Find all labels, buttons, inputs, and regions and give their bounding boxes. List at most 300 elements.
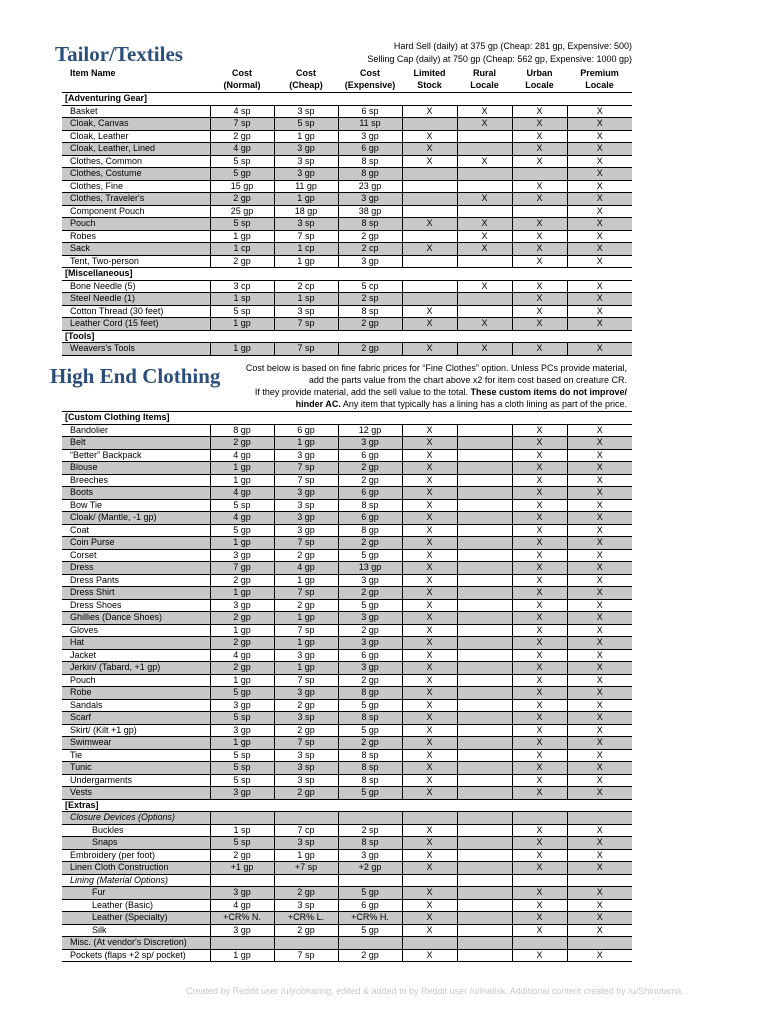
value-cell: 1 gp	[210, 343, 274, 356]
value-cell: 1 gp	[274, 130, 338, 143]
item-name-cell: Coin Purse	[62, 537, 210, 550]
value-cell	[457, 749, 512, 762]
section-spacer-cell	[274, 799, 338, 812]
value-cell	[457, 787, 512, 800]
value-cell: X	[402, 437, 457, 450]
section-spacer-cell	[567, 268, 632, 281]
value-cell: 2 gp	[210, 255, 274, 268]
section-spacer-cell	[402, 93, 457, 106]
value-cell: 3 gp	[274, 143, 338, 156]
item-name-cell: Dress Shirt	[62, 587, 210, 600]
table-row	[62, 612, 632, 625]
value-cell	[457, 449, 512, 462]
value-cell: X	[402, 499, 457, 512]
value-cell: X	[457, 193, 512, 206]
value-cell: 3 gp	[338, 612, 402, 625]
value-cell: X	[512, 824, 567, 837]
value-cell: X	[402, 574, 457, 587]
value-cell: 1 sp	[210, 824, 274, 837]
value-cell: 5 sp	[210, 155, 274, 168]
value-cell	[457, 662, 512, 675]
value-cell: 6 gp	[338, 487, 402, 500]
value-cell: X	[457, 155, 512, 168]
value-cell: 7 sp	[274, 318, 338, 331]
item-name-cell: Scarf	[62, 712, 210, 725]
value-cell	[457, 912, 512, 925]
value-cell	[457, 612, 512, 625]
value-cell: 3 sp	[274, 499, 338, 512]
value-cell: 25 gp	[210, 205, 274, 218]
credits-footer: Created by Reddit user /u/jrobharing, edited & added to by Reddit user /u/Inalisk. Additional content created by /u/Shinotama.	[186, 986, 684, 996]
value-cell	[457, 499, 512, 512]
value-cell: X	[567, 537, 632, 550]
section-spacer-cell	[512, 412, 567, 425]
section-spacer-cell	[402, 412, 457, 425]
value-cell: X	[512, 180, 567, 193]
table-row	[62, 343, 632, 356]
item-name-cell: Dress Shoes	[62, 599, 210, 612]
value-cell: 2 cp	[338, 243, 402, 256]
value-cell: X	[567, 849, 632, 862]
value-cell: 1 sp	[210, 293, 274, 306]
col-limited-sub: Stock	[417, 80, 442, 90]
section-spacer-cell	[567, 412, 632, 425]
col-urban: Urban	[526, 68, 553, 78]
value-cell: 5 sp	[210, 305, 274, 318]
value-cell	[402, 230, 457, 243]
value-cell: X	[512, 499, 567, 512]
value-cell: 3 gp	[338, 193, 402, 206]
item-name-cell: Clothes, Common	[62, 155, 210, 168]
value-cell: X	[402, 155, 457, 168]
value-cell: 3 gp	[274, 449, 338, 462]
value-cell: 7 sp	[274, 949, 338, 962]
value-cell: 5 sp	[210, 837, 274, 850]
section-spacer-cell	[457, 330, 512, 343]
item-name-cell: Clothes, Traveler's	[62, 193, 210, 206]
item-name-cell: Leather (Basic)	[62, 899, 210, 912]
value-cell: 3 gp	[274, 649, 338, 662]
col-urban-sub: Locale	[525, 80, 554, 90]
item-name-cell: Undergarments	[62, 774, 210, 787]
value-cell: 4 gp	[210, 143, 274, 156]
value-cell: 1 gp	[274, 193, 338, 206]
value-cell: 2 gp	[338, 737, 402, 750]
value-cell: 6 gp	[338, 649, 402, 662]
item-name-cell: Basket	[62, 105, 210, 118]
value-cell: 3 gp	[274, 524, 338, 537]
value-cell	[457, 305, 512, 318]
value-cell: X	[457, 218, 512, 231]
value-cell: 2 gp	[274, 887, 338, 900]
value-cell: X	[402, 243, 457, 256]
value-cell: X	[402, 787, 457, 800]
value-cell	[274, 812, 338, 825]
tailor-title: Tailor/Textiles	[55, 42, 183, 66]
value-cell: 7 sp	[274, 462, 338, 475]
value-cell: X	[402, 424, 457, 437]
value-cell: X	[512, 574, 567, 587]
value-cell: 4 gp	[210, 487, 274, 500]
value-cell: X	[402, 218, 457, 231]
value-cell: X	[567, 662, 632, 675]
value-cell: X	[402, 737, 457, 750]
col-cost-normal: Cost	[232, 68, 252, 78]
item-name-cell: Dress	[62, 562, 210, 575]
value-cell: 2 sp	[338, 824, 402, 837]
table-row	[62, 155, 632, 168]
item-name-cell: Hat	[62, 637, 210, 650]
item-name-cell: Sack	[62, 243, 210, 256]
value-cell: 2 gp	[210, 849, 274, 862]
value-cell: 2 gp	[274, 549, 338, 562]
value-cell: 1 gp	[210, 230, 274, 243]
value-cell: 2 gp	[210, 574, 274, 587]
value-cell	[402, 180, 457, 193]
value-cell: 2 gp	[274, 724, 338, 737]
value-cell: X	[512, 624, 567, 637]
value-cell: X	[457, 118, 512, 131]
item-name-cell: Cloak/ (Mantle, -1 gp)	[62, 512, 210, 525]
value-cell: X	[512, 699, 567, 712]
section-spacer-cell	[457, 412, 512, 425]
value-cell: X	[402, 887, 457, 900]
item-name-cell: Bone Needle (5)	[62, 280, 210, 293]
value-cell: 3 sp	[274, 899, 338, 912]
high-end-title: High End Clothing	[50, 364, 221, 388]
section-label: [Extras]	[62, 799, 210, 812]
item-name-cell: Pouch	[62, 674, 210, 687]
table-row	[62, 812, 632, 825]
value-cell: 3 cp	[210, 280, 274, 293]
col-limited: Limited	[413, 68, 446, 78]
value-cell	[457, 624, 512, 637]
value-cell: 1 gp	[210, 949, 274, 962]
table-row	[62, 874, 632, 887]
col-rural: Rural	[472, 68, 496, 78]
value-cell: X	[512, 837, 567, 850]
section-spacer-cell	[338, 799, 402, 812]
value-cell: X	[567, 787, 632, 800]
section-header-row	[62, 412, 632, 425]
section-spacer-cell	[402, 799, 457, 812]
value-cell: X	[567, 912, 632, 925]
value-cell: X	[567, 949, 632, 962]
value-cell: X	[512, 105, 567, 118]
value-cell	[402, 205, 457, 218]
value-cell: 1 gp	[274, 437, 338, 450]
item-name-cell: Leather (Specialty)	[62, 912, 210, 925]
value-cell	[457, 837, 512, 850]
value-cell	[402, 280, 457, 293]
value-cell	[567, 874, 632, 887]
value-cell: X	[512, 737, 567, 750]
value-cell: 1 gp	[274, 612, 338, 625]
col-premium-sub: Locale	[585, 80, 614, 90]
value-cell: 5 sp	[210, 762, 274, 775]
value-cell: X	[512, 218, 567, 231]
item-name-cell: Robe	[62, 687, 210, 700]
value-cell: 2 gp	[210, 193, 274, 206]
value-cell: 5 cp	[338, 280, 402, 293]
value-cell	[457, 574, 512, 587]
table-row	[62, 787, 632, 800]
value-cell: 3 sp	[274, 749, 338, 762]
table-row	[62, 512, 632, 525]
item-name-cell: Leather Cord (15 feet)	[62, 318, 210, 331]
value-cell: 1 sp	[274, 293, 338, 306]
item-name-cell: Cloak, Leather	[62, 130, 210, 143]
value-cell: X	[402, 649, 457, 662]
section-spacer-cell	[512, 799, 567, 812]
table-row	[62, 280, 632, 293]
value-cell: 3 gp	[210, 699, 274, 712]
value-cell: 8 gp	[338, 524, 402, 537]
table-row	[62, 437, 632, 450]
value-cell: X	[402, 712, 457, 725]
value-cell: 4 sp	[210, 105, 274, 118]
value-cell: X	[402, 637, 457, 650]
value-cell: 2 gp	[210, 637, 274, 650]
value-cell: +7 sp	[274, 862, 338, 875]
value-cell: X	[512, 599, 567, 612]
value-cell: X	[402, 724, 457, 737]
value-cell: X	[402, 587, 457, 600]
value-cell	[457, 205, 512, 218]
value-cell	[402, 812, 457, 825]
value-cell: 8 sp	[338, 749, 402, 762]
value-cell: 7 gp	[210, 562, 274, 575]
value-cell	[402, 118, 457, 131]
note-line-2: add the parts value from the chart above x2 for item cost based on creature CR.	[308, 375, 627, 385]
value-cell: 3 sp	[274, 105, 338, 118]
value-cell: X	[512, 462, 567, 475]
item-name-cell: Jacket	[62, 649, 210, 662]
value-cell: 4 gp	[210, 449, 274, 462]
value-cell: X	[402, 662, 457, 675]
section-spacer-cell	[274, 93, 338, 106]
value-cell: X	[402, 143, 457, 156]
value-cell: X	[402, 849, 457, 862]
value-cell: X	[512, 687, 567, 700]
value-cell: 2 gp	[210, 612, 274, 625]
value-cell: 7 sp	[274, 537, 338, 550]
value-cell: X	[567, 180, 632, 193]
value-cell: X	[567, 255, 632, 268]
item-name-cell: Closure Devices (Options)	[62, 812, 210, 825]
value-cell: 2 gp	[274, 787, 338, 800]
value-cell: X	[512, 537, 567, 550]
value-cell: X	[567, 318, 632, 331]
value-cell	[210, 937, 274, 950]
value-cell: X	[402, 924, 457, 937]
value-cell: X	[567, 449, 632, 462]
value-cell: X	[512, 318, 567, 331]
value-cell: X	[457, 105, 512, 118]
value-cell: +1 gp	[210, 862, 274, 875]
value-cell: X	[402, 449, 457, 462]
table-row	[62, 105, 632, 118]
item-name-cell: Skirt/ (Kilt +1 gp)	[62, 724, 210, 737]
value-cell: 3 gp	[338, 255, 402, 268]
table-row	[62, 499, 632, 512]
value-cell	[457, 762, 512, 775]
value-cell: X	[567, 737, 632, 750]
value-cell: 5 sp	[274, 118, 338, 131]
value-cell	[512, 937, 567, 950]
value-cell	[457, 487, 512, 500]
value-cell: 5 sp	[210, 712, 274, 725]
value-cell: X	[512, 449, 567, 462]
value-cell: X	[512, 143, 567, 156]
value-cell: 3 gp	[338, 130, 402, 143]
table-row	[62, 849, 632, 862]
value-cell: X	[567, 524, 632, 537]
value-cell: X	[402, 912, 457, 925]
value-cell: X	[457, 230, 512, 243]
value-cell: X	[512, 512, 567, 525]
value-cell	[338, 937, 402, 950]
value-cell: 7 sp	[274, 230, 338, 243]
value-cell	[402, 255, 457, 268]
value-cell	[457, 899, 512, 912]
value-cell: 5 sp	[210, 749, 274, 762]
table-row	[62, 143, 632, 156]
value-cell: 2 gp	[274, 599, 338, 612]
value-cell: X	[512, 343, 567, 356]
value-cell: 13 gp	[338, 562, 402, 575]
value-cell: 7 sp	[274, 474, 338, 487]
value-cell: X	[402, 474, 457, 487]
value-cell: +CR% L.	[274, 912, 338, 925]
item-name-cell: Silk	[62, 924, 210, 937]
hard-sell-note: Hard Sell (daily) at 375 gp (Cheap: 281 gp, Expensive: 500)	[393, 41, 632, 51]
value-cell: 3 gp	[274, 168, 338, 181]
value-cell: X	[512, 293, 567, 306]
item-name-cell: Bandolier	[62, 424, 210, 437]
table-row	[62, 724, 632, 737]
table-row	[62, 318, 632, 331]
value-cell: X	[567, 837, 632, 850]
value-cell: X	[567, 549, 632, 562]
section-spacer-cell	[338, 93, 402, 106]
value-cell: X	[567, 887, 632, 900]
value-cell: X	[402, 562, 457, 575]
value-cell: X	[567, 749, 632, 762]
value-cell: 8 sp	[338, 712, 402, 725]
value-cell: X	[402, 462, 457, 475]
value-cell: X	[402, 762, 457, 775]
table-row	[62, 549, 632, 562]
value-cell	[457, 599, 512, 612]
value-cell: X	[512, 130, 567, 143]
value-cell: X	[567, 243, 632, 256]
value-cell: 2 gp	[338, 230, 402, 243]
table-row	[62, 587, 632, 600]
value-cell: X	[512, 587, 567, 600]
table-row	[62, 293, 632, 306]
section-spacer-cell	[210, 330, 274, 343]
value-cell: 3 gp	[210, 724, 274, 737]
item-name-cell: Steel Needle (1)	[62, 293, 210, 306]
value-cell: X	[512, 437, 567, 450]
table-row	[62, 837, 632, 850]
value-cell: 5 gp	[338, 724, 402, 737]
value-cell	[457, 424, 512, 437]
value-cell: X	[512, 305, 567, 318]
table-row	[62, 599, 632, 612]
item-name-cell: Jerkin/ (Tabard, +1 gp)	[62, 662, 210, 675]
value-cell: 2 gp	[338, 474, 402, 487]
value-cell	[457, 699, 512, 712]
value-cell: X	[512, 424, 567, 437]
item-name-cell: Weavers's Tools	[62, 343, 210, 356]
value-cell: X	[512, 487, 567, 500]
value-cell: X	[402, 862, 457, 875]
value-cell: 3 gp	[338, 662, 402, 675]
value-cell: 5 gp	[210, 687, 274, 700]
value-cell: X	[567, 674, 632, 687]
value-cell: 1 gp	[274, 662, 338, 675]
value-cell: 15 gp	[210, 180, 274, 193]
value-cell: 12 gp	[338, 424, 402, 437]
value-cell: 2 gp	[210, 662, 274, 675]
value-cell: X	[402, 899, 457, 912]
section-spacer-cell	[567, 93, 632, 106]
value-cell: 1 gp	[210, 462, 274, 475]
value-cell	[338, 874, 402, 887]
value-cell: X	[457, 243, 512, 256]
value-cell: X	[512, 849, 567, 862]
table-row	[62, 699, 632, 712]
value-cell: X	[402, 774, 457, 787]
value-cell	[457, 724, 512, 737]
value-cell: 3 sp	[274, 762, 338, 775]
table-row	[62, 180, 632, 193]
value-cell: 6 gp	[338, 899, 402, 912]
value-cell	[457, 537, 512, 550]
value-cell: X	[457, 280, 512, 293]
section-spacer-cell	[402, 268, 457, 281]
value-cell: 7 sp	[274, 737, 338, 750]
column-header	[62, 67, 632, 91]
table-row	[62, 574, 632, 587]
value-cell: 11 gp	[274, 180, 338, 193]
value-cell: X	[567, 587, 632, 600]
value-cell: X	[402, 524, 457, 537]
section-spacer-cell	[274, 330, 338, 343]
value-cell: 23 gp	[338, 180, 402, 193]
value-cell: X	[402, 105, 457, 118]
value-cell: 3 gp	[274, 487, 338, 500]
item-name-cell: Corset	[62, 549, 210, 562]
col-cost-normal-sub: (Normal)	[223, 80, 261, 90]
value-cell	[457, 924, 512, 937]
value-cell	[457, 674, 512, 687]
table-row	[62, 749, 632, 762]
value-cell: 2 gp	[210, 437, 274, 450]
value-cell: 6 gp	[338, 449, 402, 462]
item-name-cell: Dress Pants	[62, 574, 210, 587]
table-row	[62, 774, 632, 787]
section-spacer-cell	[274, 268, 338, 281]
value-cell: X	[567, 699, 632, 712]
value-cell: 7 sp	[210, 118, 274, 131]
value-cell: X	[567, 762, 632, 775]
value-cell: 5 gp	[210, 168, 274, 181]
table-row	[62, 637, 632, 650]
value-cell: 8 sp	[338, 837, 402, 850]
